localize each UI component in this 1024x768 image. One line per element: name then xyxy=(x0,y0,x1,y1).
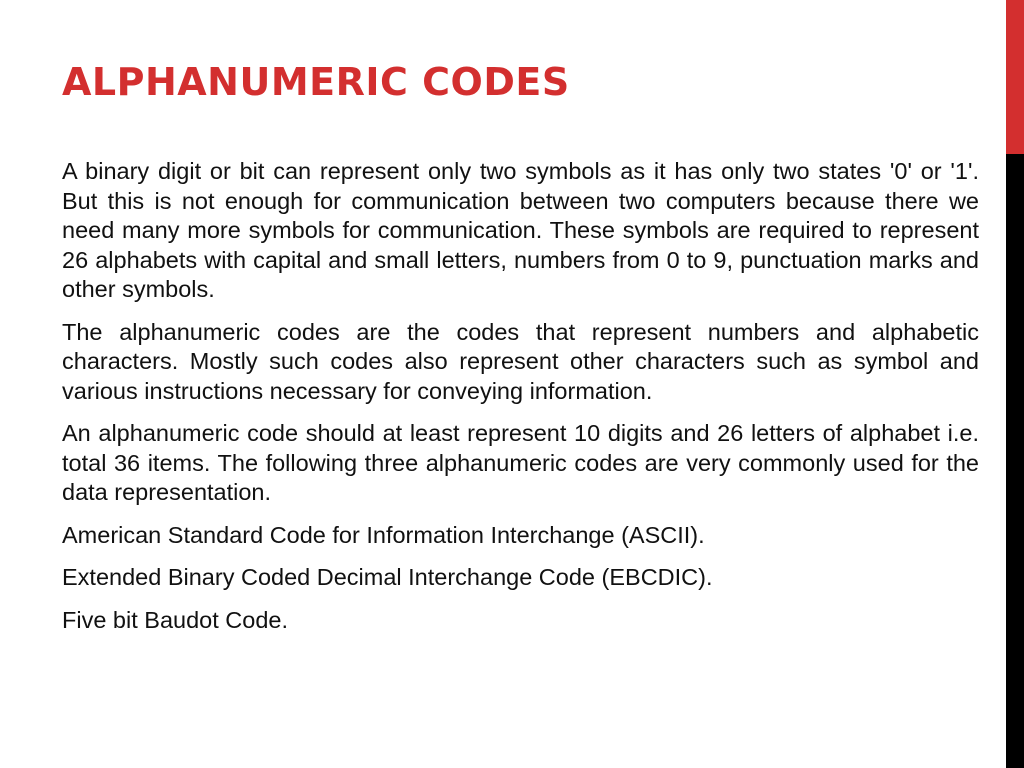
slide-title: ALPHANUMERIC CODES xyxy=(62,60,570,104)
paragraph-alphanumeric-definition: The alphanumeric codes are the codes that represent numbers and alphabetic characters. Mostly such codes also represent other characters such as symbol and various instructions necessary for conveying information. xyxy=(62,318,979,404)
accent-bar-black xyxy=(1006,154,1024,768)
list-item-ascii: American Standard Code for Information Interchange (ASCII). xyxy=(62,521,705,548)
slide-body xyxy=(62,157,979,648)
list-item-baudot: Five bit Baudot Code. xyxy=(62,606,288,633)
accent-bar-red xyxy=(1006,0,1024,154)
list-item-ebcdic: Extended Binary Coded Decimal Interchange Code (EBCDIC). xyxy=(62,564,713,590)
paragraph-minimum-items: An alphanumeric code should at least represent 10 digits and 26 letters of alphabet i.e. total 36 items. The following three alphanumeric codes are very commonly used for the data representation. xyxy=(62,420,979,505)
paragraph-binary-digit: A binary digit or bit can represent only two symbols as it has only two states '0' or '1'. But this is not enough for communication between two computers because there we need many more symbols for communication. These symbols are required to represent 26 alphabets with capital and small letters, numbers from 0 to 9, punctuation marks and other symbols. xyxy=(62,158,979,302)
